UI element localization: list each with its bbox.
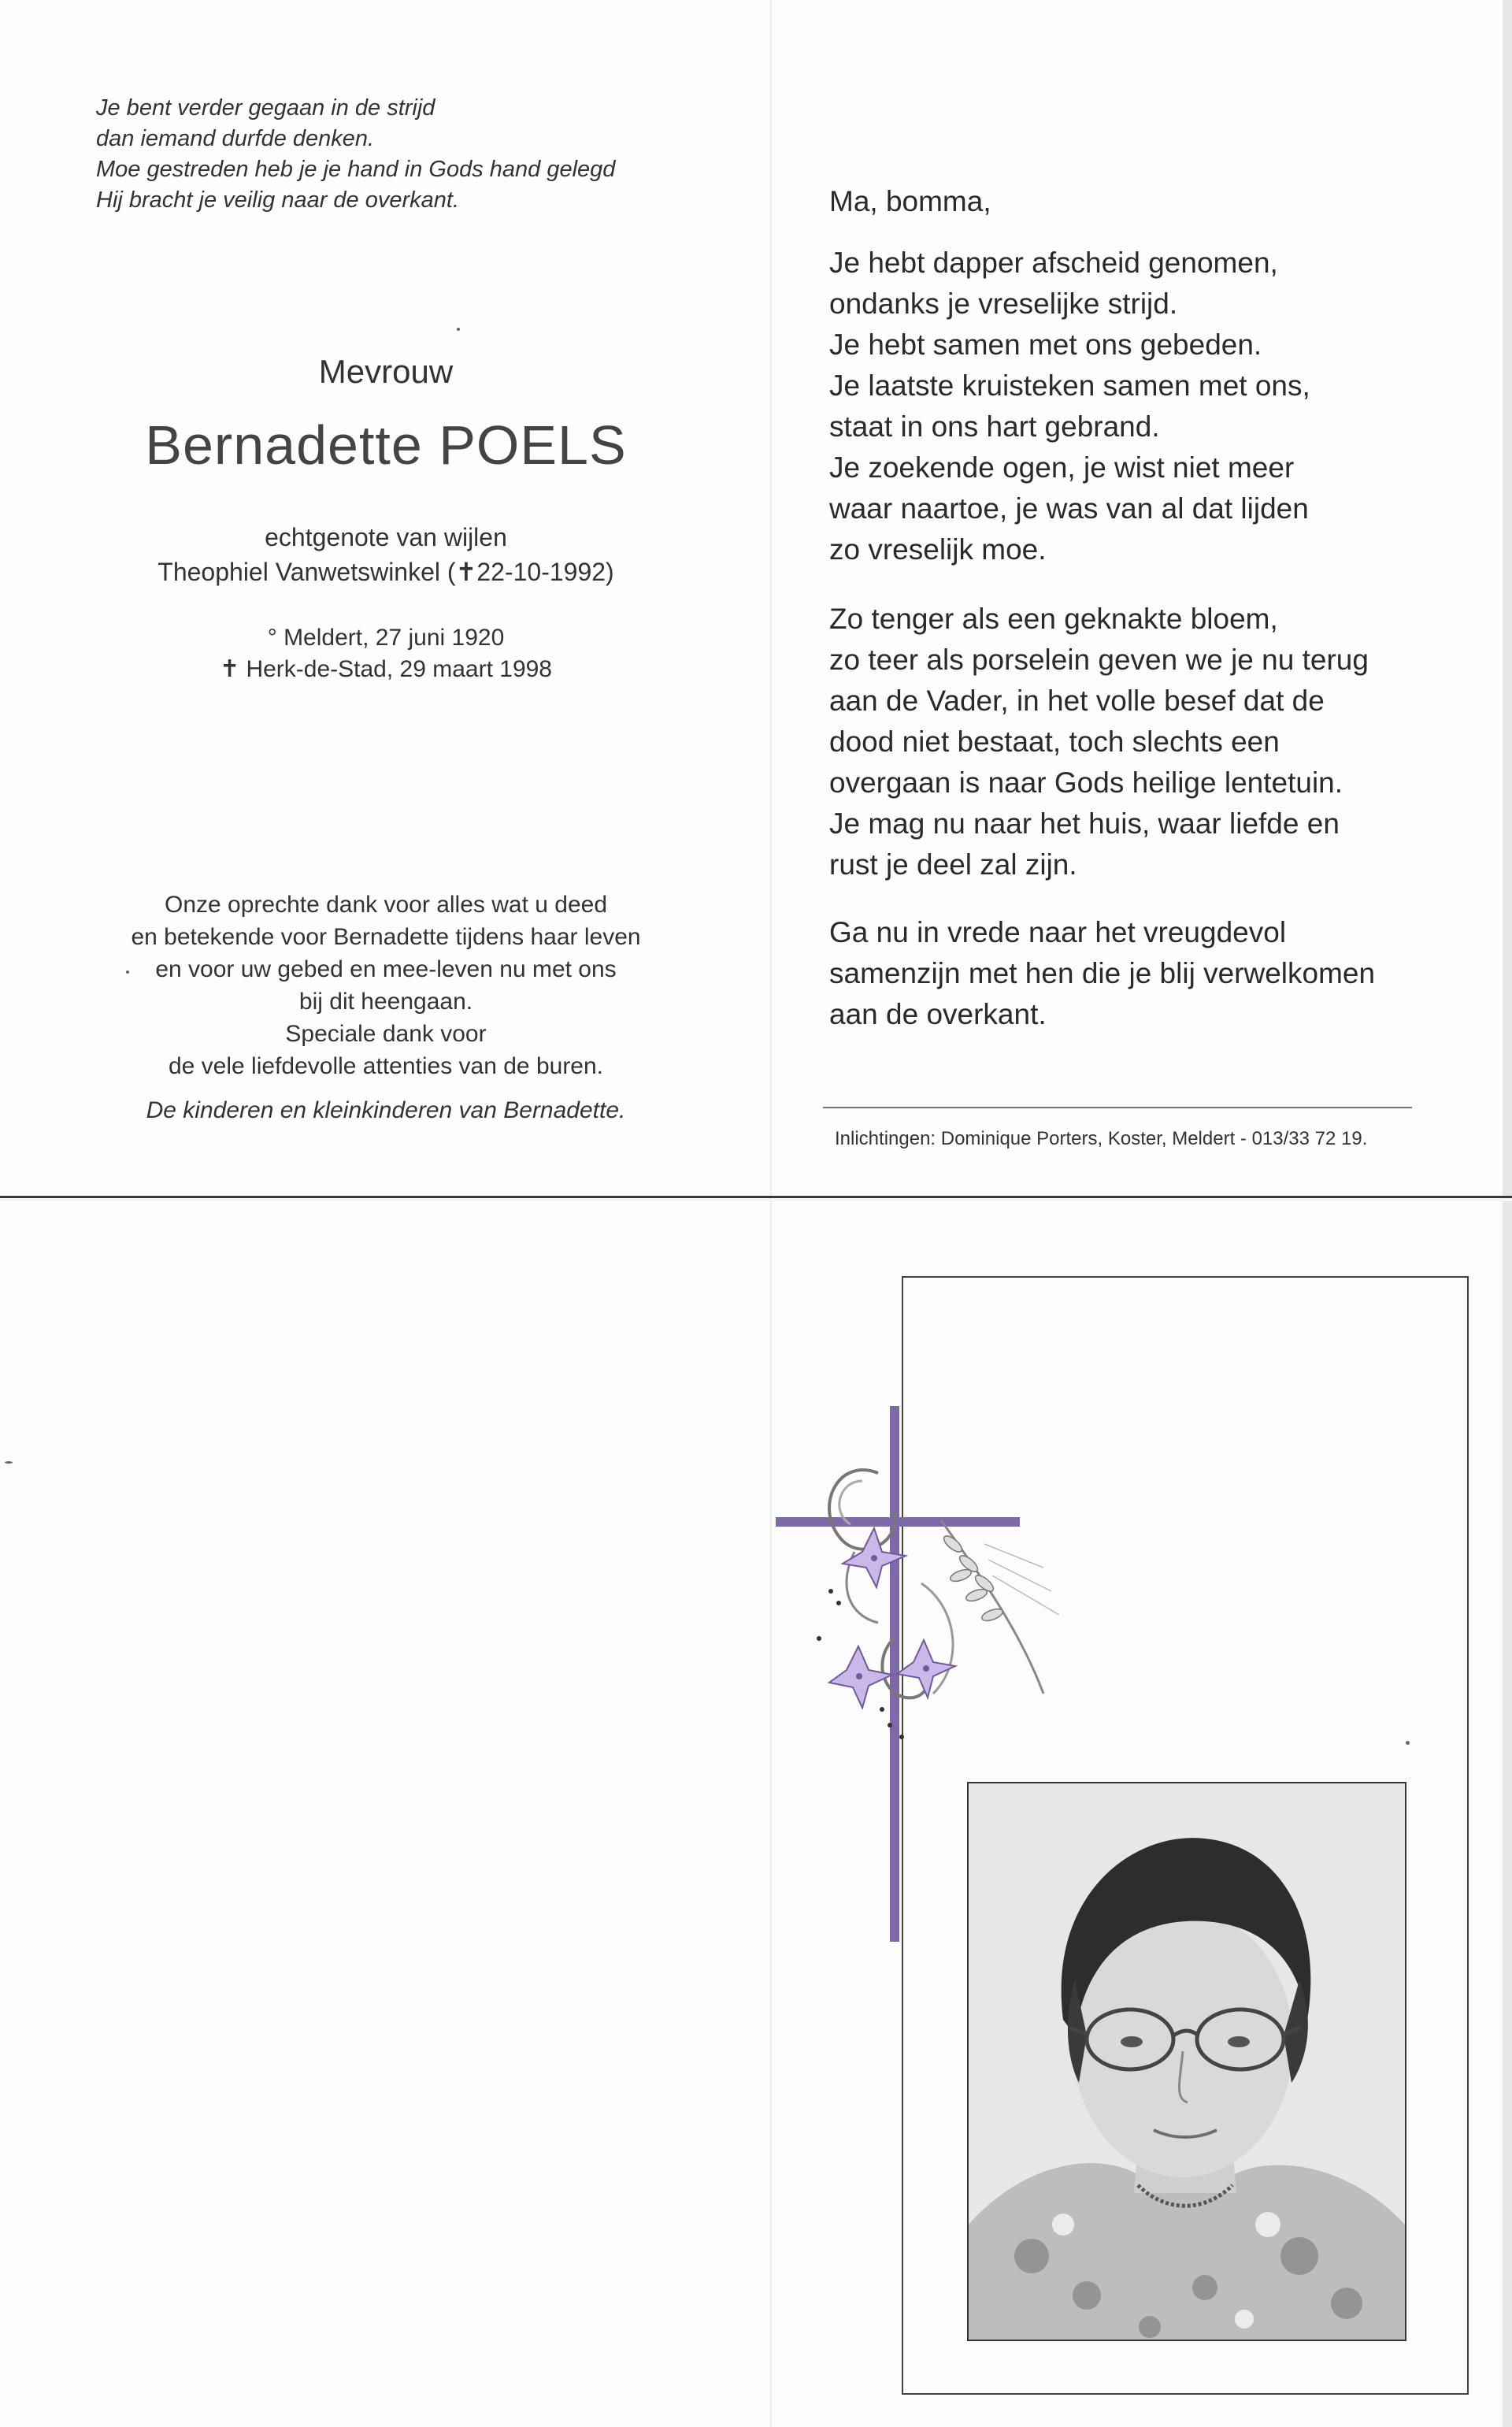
page-edge-bottom <box>1503 1201 1512 2427</box>
poem-line: Moe gestreden heb je je hand in Gods hand gelegd <box>96 157 616 182</box>
stanza-line: dood niet bestaat, toch slechts een <box>829 726 1280 758</box>
stanza-line: zo vreselijk moe. <box>829 533 1047 566</box>
paper-speck <box>5 1461 13 1464</box>
poem-line: Hij bracht je veilig naar de overkant. <box>96 187 460 213</box>
stanza-line: Ga nu in vrede naar het vreugdevol <box>829 916 1287 948</box>
stanza-line: samenzijn met hen die je blij verwelkomen <box>829 957 1376 989</box>
thanks-line: Speciale dank voor <box>285 1021 487 1047</box>
paper-speck <box>1406 1741 1410 1745</box>
stanza-line: aan de overkant. <box>829 998 1047 1030</box>
fold-line-bottom <box>770 1201 772 2427</box>
stanza-3 <box>829 912 1475 1035</box>
death-date: ✝ Herk-de-Stad, 29 maart 1998 <box>219 656 552 682</box>
paper-speck <box>126 970 129 974</box>
spouse-info <box>79 520 693 589</box>
stanza-2 <box>829 599 1475 885</box>
portrait-photo <box>967 1782 1406 2341</box>
signature-line: De kinderen en kleinkinderen van Bernadette. <box>146 1097 626 1123</box>
stanza-line: Je hebt samen met ons gebeden. <box>829 328 1262 361</box>
stanza-line: Zo tenger als een geknakte bloem, <box>829 603 1278 635</box>
stanza-line: ondanks je vreselijke strijd. <box>829 288 1178 320</box>
stanza-1 <box>829 243 1475 570</box>
honorific: Mevrouw <box>318 353 454 390</box>
contact-info: Inlichtingen: Dominique Porters, Koster, Meldert - 013/33 72 19. <box>835 1128 1368 1149</box>
thanks-line: en voor uw gebed en mee-leven nu met ons <box>155 956 617 982</box>
stanza-line: rust je deel zal zijn. <box>829 848 1077 881</box>
thanks-line: en betekende voor Bernadette tijdens haar leven <box>131 924 641 950</box>
poem-line: Je bent verder gegaan in de strijd <box>96 95 435 121</box>
spouse-line: echtgenote van wijlen <box>265 523 507 551</box>
salutation: Ma, bomma, <box>829 185 991 217</box>
life-dates <box>79 622 693 685</box>
stanza-line: staat in ons hart gebrand. <box>829 410 1160 443</box>
sheet-separator <box>0 1196 1512 1198</box>
cross-with-lilies-icon <box>784 1426 1075 1772</box>
paper-speck <box>457 328 460 331</box>
thanks-line: de vele liefdevolle attenties van de buren. <box>168 1053 604 1079</box>
deceased-name: Bernadette POELS <box>145 414 627 476</box>
stanza-line: overgaan is naar Gods heilige lentetuin. <box>829 766 1343 799</box>
stanza-line: Je mag nu naar het huis, waar liefde en <box>829 807 1340 840</box>
birth-date: ° Meldert, 27 juni 1920 <box>267 625 505 651</box>
divider-line <box>823 1107 1412 1108</box>
fold-line-top <box>770 0 772 1196</box>
opening-poem <box>96 93 663 216</box>
stanza-line: zo teer als porselein geven we je nu terug <box>829 644 1369 676</box>
stanza-line: waar naartoe, je was van al dat lijden <box>829 492 1309 525</box>
page-edge-top <box>1503 0 1512 1196</box>
thanks-line: Onze oprechte dank voor alles wat u deed <box>164 892 608 918</box>
stanza-line: Je zoekende ogen, je wist niet meer <box>829 451 1295 484</box>
thanks-text <box>79 889 693 1082</box>
poem-line: dan iemand durfde denken. <box>96 126 375 151</box>
thanks-line: bij dit heengaan. <box>298 989 473 1015</box>
stanza-line: Je laatste kruisteken samen met ons, <box>829 369 1310 402</box>
spouse-line: Theophiel Vanwetswinkel (✝22-10-1992) <box>158 558 614 586</box>
stanza-line: Je hebt dapper afscheid genomen, <box>829 247 1278 279</box>
stanza-line: aan de Vader, in het volle besef dat de <box>829 685 1325 717</box>
